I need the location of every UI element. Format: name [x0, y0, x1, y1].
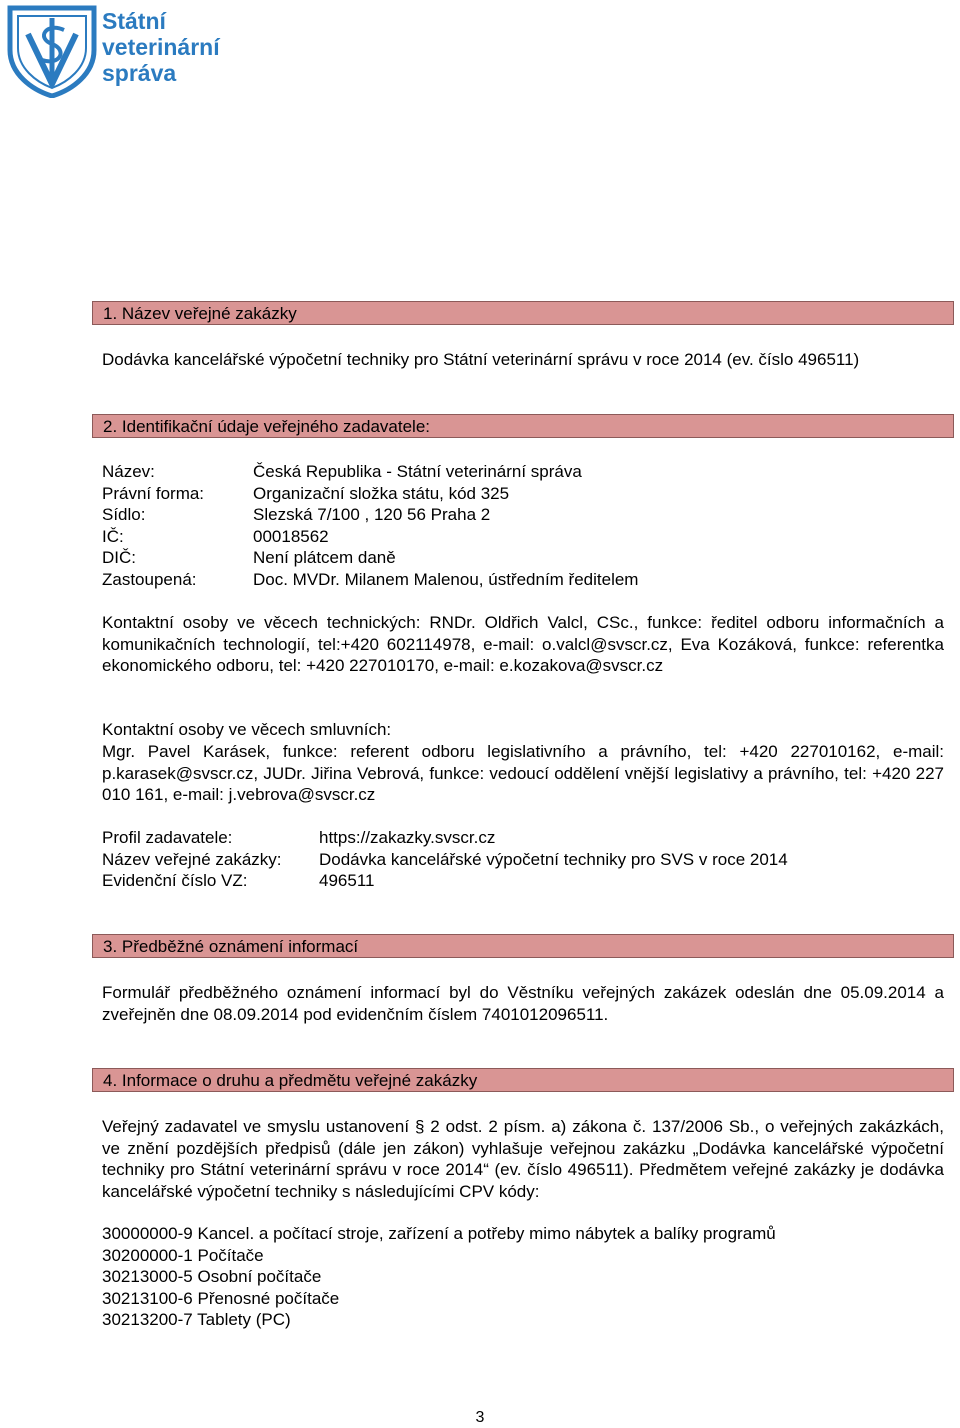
id-row-legal-form [102, 483, 638, 505]
section-3-text: Formulář předběžného oznámení informací byl do Věstníku veřejných zakázek odeslán dne 05.09.2014 a zveřejněn dne 08.09.2014 pod evidenčním číslem 7401012096511. [102, 983, 944, 1024]
cpv-code-list [102, 1223, 776, 1331]
id-key: Sídlo: [102, 505, 146, 524]
cpv-code-item: 30000000-9 Kancel. a počítací stroje, zařízení a potřeby mimo nábytek a balíky programů [102, 1224, 776, 1243]
profile-value: Dodávka kancelářské výpočetní techniky pro SVS v roce 2014 [319, 849, 788, 869]
id-value: Organizační složka státu, kód 325 [253, 483, 510, 503]
shield-logo-icon [6, 4, 98, 98]
id-row-name [102, 461, 638, 483]
id-value: Doc. MVDr. Milanem Malenou, ústředním ředitelem [253, 569, 639, 589]
section-4-text: Veřejný zadavatel ve smyslu ustanovení § 2 odst. 2 písm. a) zákona č. 137/2006 Sb., o veřejných zakázkách, ve znění pozdějších předpisů (dále jen zákon) vyhlašuje veřejnou zakázku „Dodávka kancelářské výpočetní techniky pro Státní veterinární správu v roce 2014“ (ev. číslo 496511). Předmětem veřejné zakázky je dodávka kancelářské výpočetní techniky s následujícími CPV kódy: [102, 1117, 944, 1201]
profile-url[interactable]: https://zakazky.svscr.cz [319, 828, 496, 847]
section-4-heading: 4. Informace o druhu a předmětu veřejné zakázky [92, 1068, 954, 1092]
section-1-heading: 1. Název veřejné zakázky [92, 301, 954, 325]
profile-value: 496511 [319, 871, 375, 890]
identification-table [102, 461, 638, 590]
profile-row [102, 849, 788, 871]
id-row-represented [102, 569, 638, 591]
logo-line-2: veterinární [102, 34, 220, 60]
contacts-technical: Kontaktní osoby ve věcech technických: RNDr. Oldřich Valcl, CSc., funkce: ředitel odboru informačních a komunikačních technologií, tel:+420 602114978, e-mail: o.valcl@svscr.cz, Eva Kozáková, funkce: referentka ekonomického odboru, tel: +420 227010170, e-mail: e.kozakova@svscr.cz [102, 613, 944, 675]
id-value: Česká Republika - Státní veterinární správa [253, 462, 582, 481]
section-3-heading: 3. Předběžné oznámení informací [92, 934, 954, 958]
id-key: Právní forma: [102, 483, 205, 503]
id-row-seat [102, 504, 638, 526]
cpv-code-item: 30200000-1 Počítače [102, 1245, 264, 1265]
section-2-heading: 2. Identifikační údaje veřejného zadavatele: [92, 414, 954, 438]
cpv-code-item: 30213100-6 Přenosné počítače [102, 1288, 340, 1308]
contacts-contract: Mgr. Pavel Karásek, funkce: referent odboru legislativního a právního, tel: +420 227010162, e-mail: p.karasek@svscr.cz, JUDr. Jiřina Vebrová, funkce: vedoucí oddělení vnější legislativy a právního, tel: +420 227 010 161, e-mail: j.vebrova@svscr.cz [102, 742, 944, 804]
id-value: 00018562 [253, 526, 329, 546]
profile-row [102, 870, 788, 892]
page-number: 3 [475, 1409, 485, 1426]
id-key: Zastoupená: [102, 569, 197, 589]
profile-key: Název veřejné zakázky: [102, 849, 282, 869]
logo-line-3: správa [102, 60, 177, 86]
profile-key: Profil zadavatele: [102, 828, 233, 847]
cpv-code-item: 30213000-5 Osobní počítače [102, 1267, 322, 1286]
id-value: Slezská 7/100 , 120 56 Praha 2 [253, 505, 491, 524]
id-key: IČ: [102, 526, 124, 546]
id-row-ic [102, 526, 638, 548]
profile-key: Evidenční číslo VZ: [102, 871, 248, 890]
logo-line-1: Státní [102, 8, 166, 34]
id-key: Název: [102, 462, 155, 481]
cpv-code-item: 30213200-7 Tablety (PC) [102, 1310, 291, 1329]
id-key: DIČ: [102, 548, 136, 567]
profile-row [102, 827, 788, 849]
id-value: Není plátcem daně [253, 548, 396, 567]
contacts-contract-heading: Kontaktní osoby ve věcech smluvních: [102, 720, 392, 739]
profile-table [102, 827, 788, 892]
logo-wordmark [102, 8, 220, 86]
section-1-text: Dodávka kancelářské výpočetní techniky pro Státní veterinární správu v roce 2014 (ev. číslo 496511) [102, 350, 860, 369]
id-row-dic [102, 547, 638, 569]
